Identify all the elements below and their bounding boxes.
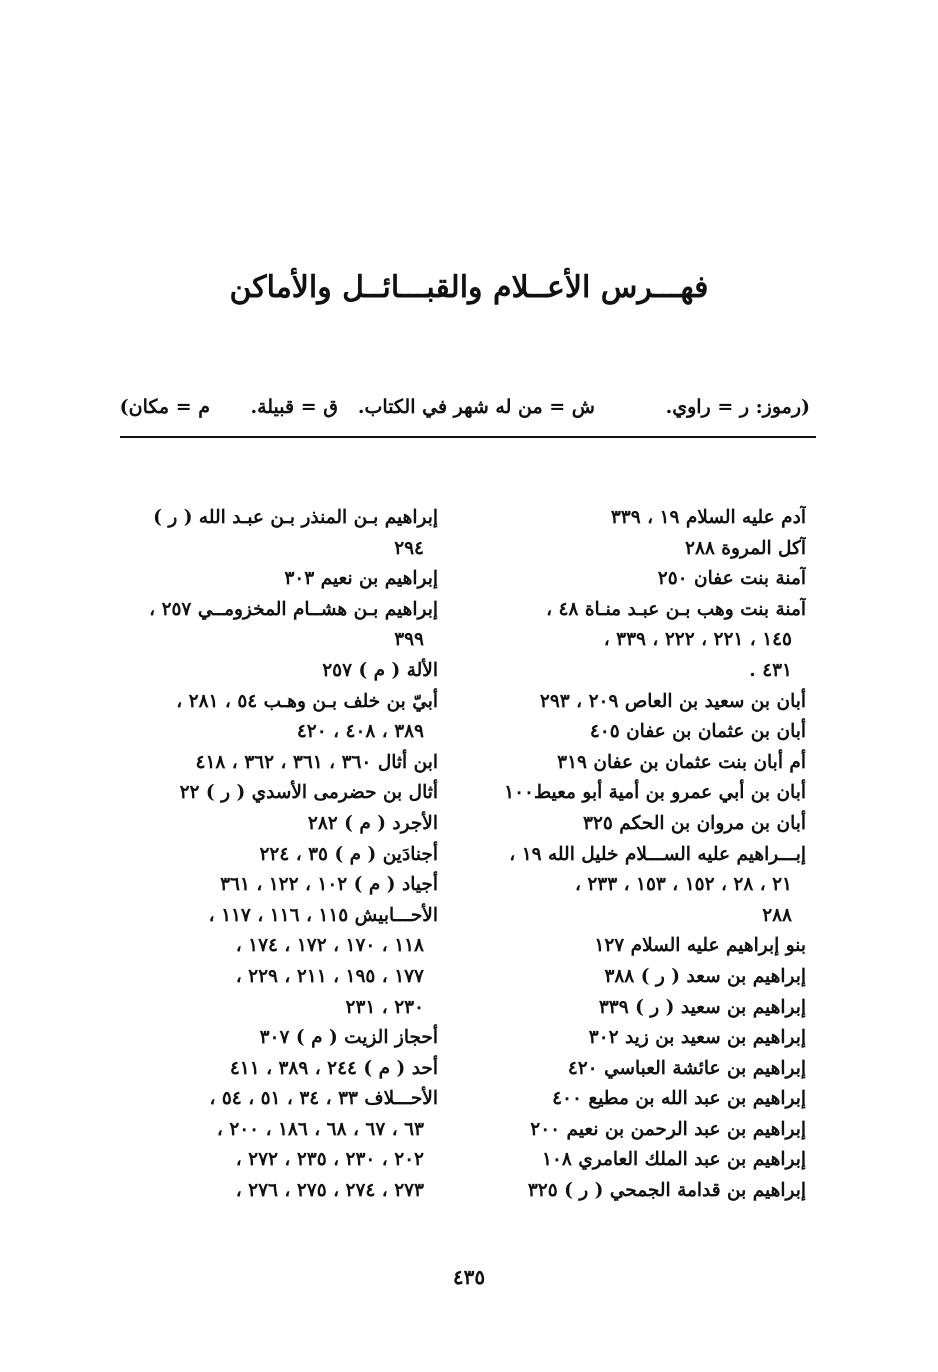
index-entry-continuation: ٢٨٨ <box>762 904 792 926</box>
index-entry-continuation: ١١٨ ، ١٧٠ ، ١٧٢ ، ١٧٤ ، <box>235 935 424 957</box>
index-entry-continuation: ٤٣١ . <box>749 659 792 681</box>
index-entry: أبيّ بن خلف بـن وهـب ٥٤ ، ٢٨١ ، <box>176 690 438 712</box>
index-entry-continuation: ٢١ ، ٢٨ ، ١٥٢ ، ١٥٣ ، ٢٣٣ ، <box>574 874 792 896</box>
index-entry-continuation: ١٤٥ ، ٢٢١ ، ٢٢٢ ، ٣٣٩ ، <box>603 629 792 651</box>
index-entry: إبراهيم بن عبد الرحمن بن نعيم ٢٠٠ <box>530 1118 806 1140</box>
legend-rawi: (رموز: ر = راوي. <box>665 396 810 418</box>
index-entry: أثال بن حضرمى الأسدي ( ر ) ٢٢ <box>179 782 438 804</box>
index-entry: آدم عليه السلام ١٩ ، ٣٣٩ <box>610 507 806 528</box>
index-column-right <box>496 503 806 1207</box>
index-entry: أجنادَين ( م ) ٣٥ ، ٢٢٤ <box>259 843 438 865</box>
index-entry: آمنة بنت وهب بـن عبـد منـاة ٤٨ ، <box>546 598 806 620</box>
index-entry: أحجاز الزيت ( م ) ٣٠٧ <box>259 1027 438 1049</box>
index-entry: ابن أثال ٣٦٠ ، ٣٦١ ، ٣٦٢ ، ٤١٨ <box>195 751 438 773</box>
index-entry-continuation: ١٧٧ ، ١٩٥ ، ٢١١ ، ٢٢٩ ، <box>235 965 424 987</box>
index-entry: إبراهيم بن سعيد بن زيد ٣٠٢ <box>588 1027 806 1049</box>
index-entry: إبراهيم بن قدامة الجمحي ( ر ) ٣٢٥ <box>527 1180 806 1202</box>
index-entry: أبان بن عثمان بن عفان ٤٠٥ <box>589 721 806 743</box>
index-entry: إبراهيم بن سعد ( ر ) ٣٨٨ <box>604 965 806 987</box>
index-entry: إبراهيم بن عائشة العباسي ٤٢٠ <box>567 1057 806 1079</box>
index-entry-continuation: ٢٠٢ ، ٢٣٠ ، ٢٣٥ ، ٢٧٢ ، <box>235 1149 424 1171</box>
legend-makan: م = مكان) <box>119 396 210 418</box>
index-entry: إبراهيم بـن هشــام المخزومــي ٢٥٧ ، <box>149 598 438 620</box>
index-entry-continuation: ٢٩٤ <box>394 537 424 559</box>
index-entry: الأحـــابيش ١١٥ ، ١١٦ ، ١١٧ ، <box>208 904 438 926</box>
index-column-left <box>128 503 438 1207</box>
index-entry: إبـــراهيم عليه الســـلام خليل الله ١٩ ، <box>509 843 806 865</box>
legend-qabila: ق = قبيلة. <box>250 396 338 418</box>
index-entry: إبراهيم بن سعيد ( ر ) ٣٣٩ <box>598 996 806 1018</box>
index-entry-continuation: ٢٧٣ ، ٢٧٤ ، ٢٧٥ ، ٢٧٦ ، <box>235 1180 424 1202</box>
index-entry: أجياد ( م ) ١٠٢ ، ١٢٢ ، ٣٦١ <box>220 874 438 896</box>
index-entry: الألة ( م ) ٢٥٧ <box>322 659 438 681</box>
index-entry: بنو إبراهيم عليه السلام ١٢٧ <box>594 935 806 957</box>
index-entry-continuation: ٣٩٩ <box>394 629 424 651</box>
index-entry: أبان بن سعيد بن العاص ٢٠٩ ، ٢٩٣ <box>539 690 806 712</box>
index-entry: الأحـــلاف ٣٣ ، ٣٤ ، ٥١ ، ٥٤ ، <box>209 1088 438 1110</box>
symbols-legend <box>120 396 810 426</box>
index-entry-continuation: ٦٣ ، ٦٧ ، ٦٨ ، ١٨٦ ، ٢٠٠ ، <box>216 1118 424 1140</box>
index-entry: أم أبان بنت عثمان بن عفان ٣١٩ <box>557 751 806 773</box>
index-entry: إبراهيم بن نعيم ٣٠٣ <box>284 568 438 590</box>
page-number: ٤٣٥ <box>452 1265 486 1289</box>
page-title: فهـــرس الأعــلام والقبـــائــل والأماكن <box>229 270 709 305</box>
index-entry: أبان بن أبي عمرو بن أمية أبو معيط١٠٠ <box>504 782 806 804</box>
index-entry-continuation: ٢٣٠ ، ٢٣١ <box>345 996 424 1018</box>
index-entry: آكل المروة ٢٨٨ <box>685 537 806 559</box>
index-entry: الأجرد ( م ) ٢٨٢ <box>307 812 438 834</box>
index-entry: إبراهيم بن عبد الله بن مطيع ٤٠٠ <box>552 1088 806 1110</box>
index-entry: أحد ( م ) ٢٤٤ ، ٣٨٩ ، ٤١١ <box>229 1057 438 1079</box>
index-entry: إبراهيم بـن المنذر بـن عبـد الله ( ر ) <box>153 507 438 528</box>
index-entry: آمنة بنت عفان ٢٥٠ <box>657 568 806 590</box>
legend-shahr: ش = من له شهر في الكتاب. <box>357 396 595 418</box>
index-entry-continuation: ٣٨٩ ، ٤٠٨ ، ٤٢٠ <box>296 721 424 743</box>
header-divider <box>120 436 816 438</box>
index-entry: أبان بن مروان بن الحكم ٣٢٥ <box>582 812 806 834</box>
index-entry: إبراهيم بن عبد الملك العامري ١٠٨ <box>542 1149 806 1171</box>
